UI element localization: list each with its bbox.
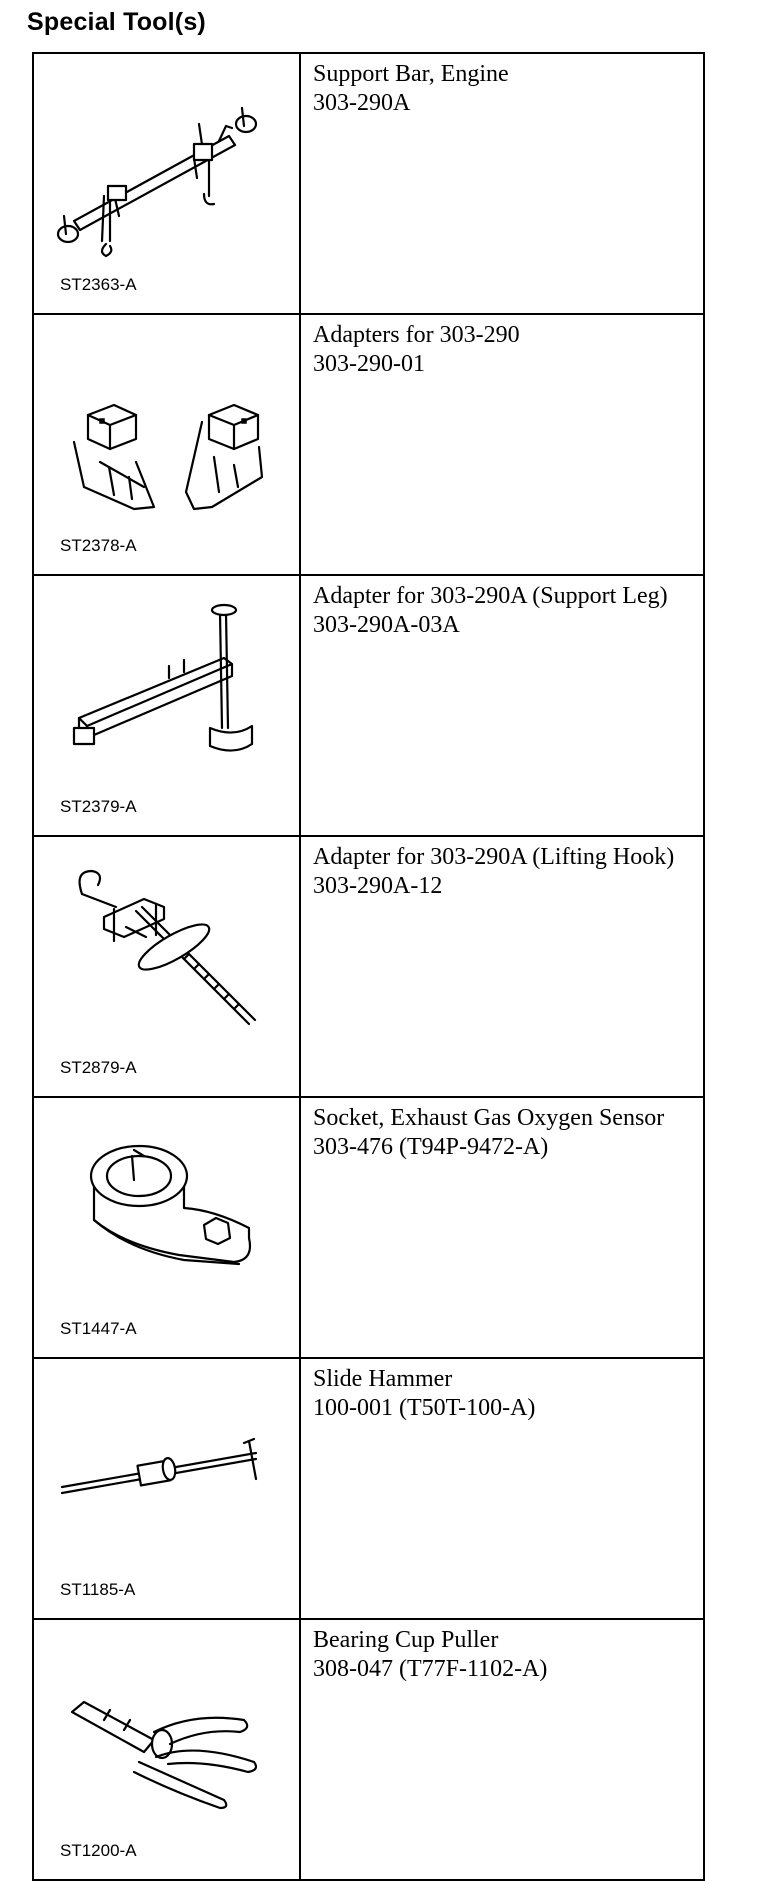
tool-description-cell — [300, 1097, 704, 1358]
tool-number: 303-290A-12 — [313, 873, 443, 899]
tool-code: ST1200-A — [60, 1841, 137, 1860]
tool-illustration-cell — [33, 314, 300, 575]
tool-illustration-cell — [33, 1097, 300, 1358]
tool-name: Adapter for 303-290A (Lifting Hook) — [313, 844, 675, 870]
tool-description-cell — [300, 1358, 704, 1619]
table-row — [33, 53, 704, 314]
support-leg-adapter-icon — [44, 588, 289, 783]
tool-name: Socket, Exhaust Gas Oxygen Sensor — [313, 1105, 665, 1131]
engine-support-bar-icon — [44, 66, 289, 261]
tool-description-cell — [300, 1619, 704, 1880]
tool-number: 303-476 (T94P-9472-A) — [313, 1134, 549, 1160]
table-row — [33, 575, 704, 836]
tool-number: 303-290A — [313, 90, 411, 116]
tool-name: Slide Hammer — [313, 1366, 453, 1392]
tool-illustration-cell — [33, 53, 300, 314]
tool-description-cell — [300, 575, 704, 836]
slide-hammer-icon — [44, 1371, 289, 1566]
tool-code: ST1185-A — [60, 1580, 136, 1599]
tool-illustration-cell — [33, 575, 300, 836]
tool-illustration-cell — [33, 836, 300, 1097]
tool-name: Bearing Cup Puller — [313, 1627, 499, 1653]
tool-description-cell — [300, 53, 704, 314]
tool-code: ST2363-A — [60, 275, 137, 294]
table-row — [33, 1097, 704, 1358]
tool-number: 303-290A-03A — [313, 612, 460, 638]
table-row — [33, 836, 704, 1097]
bearing-cup-puller-icon — [44, 1632, 289, 1827]
tool-code: ST2879-A — [60, 1058, 137, 1077]
table-row — [33, 1619, 704, 1880]
tool-name: Adapter for 303-290A (Support Leg) — [313, 583, 668, 609]
page-title: Special Tool(s) — [27, 8, 206, 36]
tool-number: 100-001 (T50T-100-A) — [313, 1395, 536, 1421]
tool-number: 303-290-01 — [313, 351, 425, 377]
tool-description-cell — [300, 314, 704, 575]
table-row — [33, 314, 704, 575]
lifting-hook-adapter-icon — [44, 849, 289, 1044]
support-adapters-icon — [44, 327, 289, 522]
table-row — [33, 1358, 704, 1619]
tool-code: ST1447-A — [60, 1319, 137, 1338]
tool-number: 308-047 (T77F-1102-A) — [313, 1656, 548, 1682]
tool-illustration-cell — [33, 1619, 300, 1880]
tool-description-cell — [300, 836, 704, 1097]
special-tools-table — [32, 52, 705, 1881]
tool-illustration-cell — [33, 1358, 300, 1619]
oxygen-sensor-socket-icon — [44, 1110, 289, 1305]
tool-name: Adapters for 303-290 — [313, 322, 520, 348]
tool-code: ST2379-A — [60, 797, 137, 816]
tool-name: Support Bar, Engine — [313, 61, 509, 87]
tool-code: ST2378-A — [60, 536, 137, 555]
